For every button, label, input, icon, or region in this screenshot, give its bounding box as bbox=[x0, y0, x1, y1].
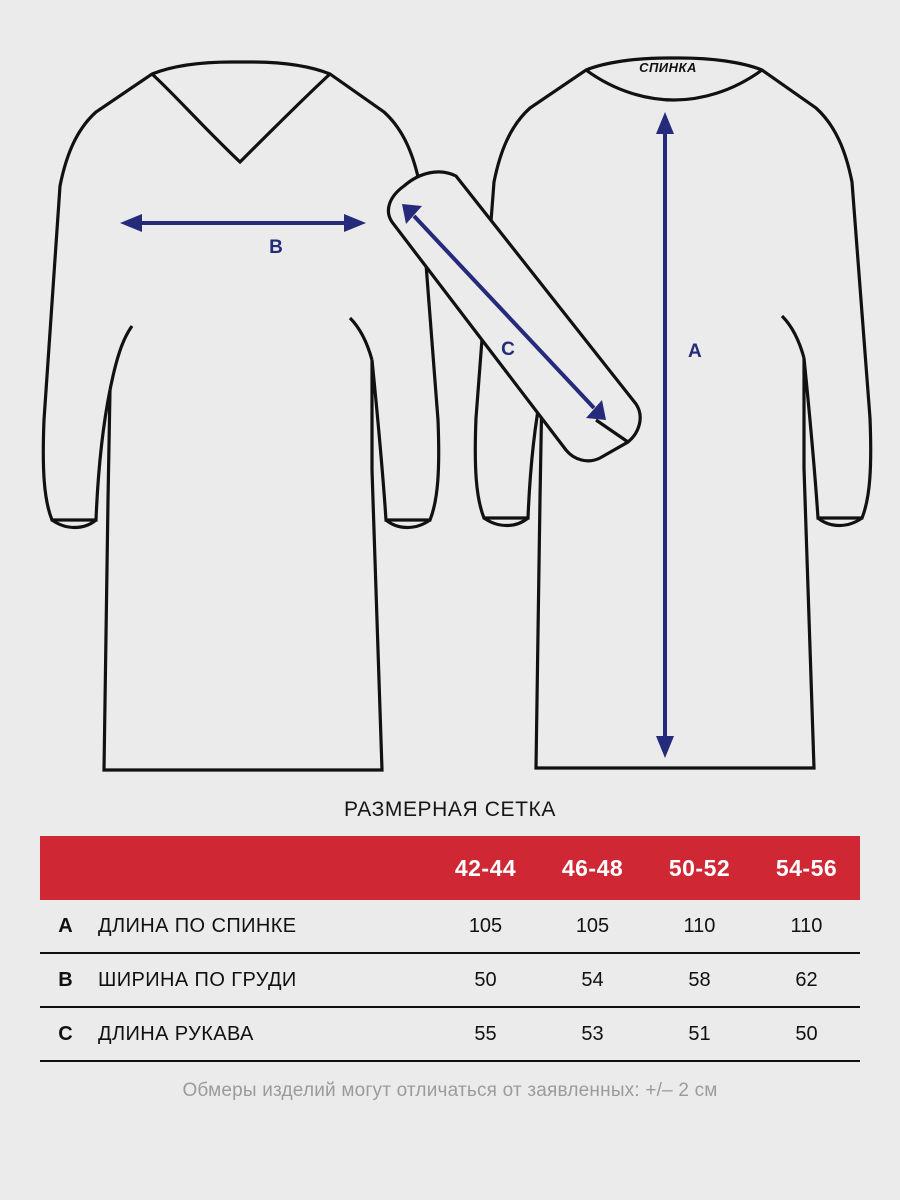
size-table bbox=[40, 836, 860, 1062]
row-value: 110 bbox=[646, 900, 753, 953]
row-value: 50 bbox=[753, 1007, 860, 1061]
row-value: 58 bbox=[646, 953, 753, 1007]
size-table-header-row bbox=[40, 836, 860, 900]
row-value: 105 bbox=[432, 900, 539, 953]
row-value: 51 bbox=[646, 1007, 753, 1061]
row-label: ДЛИНА ПО СПИНКЕ bbox=[92, 900, 432, 953]
row-value: 55 bbox=[432, 1007, 539, 1061]
row-value: 62 bbox=[753, 953, 860, 1007]
label-a: A bbox=[688, 341, 702, 362]
row-label: ШИРИНА ПО ГРУДИ bbox=[92, 953, 432, 1007]
row-value: 53 bbox=[539, 1007, 646, 1061]
row-value: 50 bbox=[432, 953, 539, 1007]
size-column-header: 50-52 bbox=[668, 854, 731, 881]
size-table-title: РАЗМЕРНАЯ СЕТКА bbox=[344, 798, 556, 821]
size-table-footnote: Обмеры изделий могут отличаться от заявленных: +/– 2 см bbox=[182, 1080, 718, 1101]
size-column-header: 46-48 bbox=[561, 854, 624, 881]
row-value: 105 bbox=[539, 900, 646, 953]
row-value: 54 bbox=[539, 953, 646, 1007]
label-b: B bbox=[269, 237, 283, 258]
row-key: A bbox=[40, 900, 92, 953]
table-corner-header bbox=[40, 836, 432, 900]
size-table-section bbox=[0, 790, 900, 1102]
label-c: C bbox=[501, 339, 515, 360]
table-row bbox=[40, 900, 860, 953]
row-label: ДЛИНА РУКАВА bbox=[92, 1007, 432, 1061]
table-row bbox=[40, 953, 860, 1007]
table-row bbox=[40, 1007, 860, 1061]
row-key: C bbox=[40, 1007, 92, 1061]
size-column-header: 54-56 bbox=[775, 854, 838, 881]
row-key: B bbox=[40, 953, 92, 1007]
size-column-header: 42-44 bbox=[454, 854, 517, 881]
row-value: 110 bbox=[753, 900, 860, 953]
label-back-view: СПИНКА bbox=[639, 60, 697, 75]
back-garment-illustration bbox=[475, 58, 870, 768]
front-garment-illustration bbox=[43, 62, 438, 770]
